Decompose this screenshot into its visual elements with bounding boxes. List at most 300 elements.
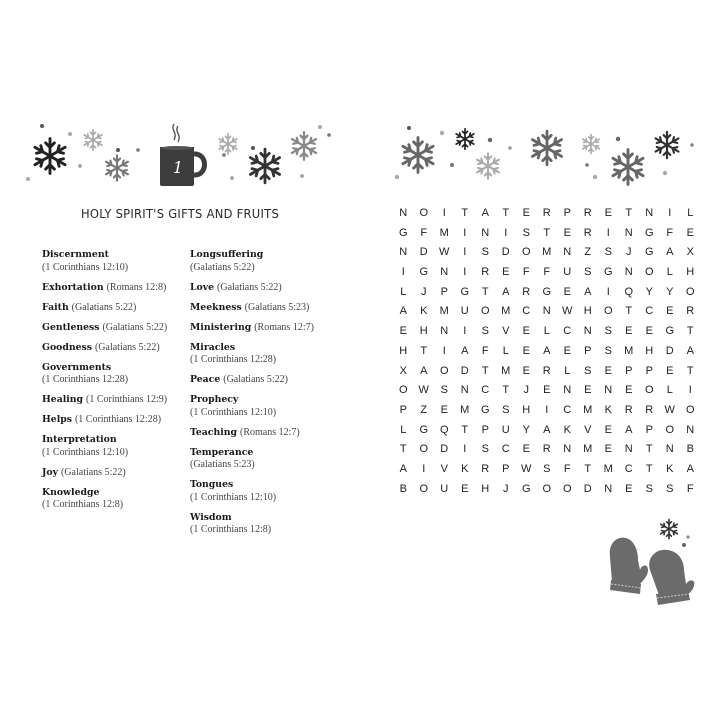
grid-letter[interactable]: C [624,462,633,475]
scripture-reference: (Galatians 5:22) [223,374,288,385]
grid-letter[interactable]: P [440,285,448,298]
grid-letter[interactable]: S [440,384,448,397]
grid-letter[interactable]: O [603,305,613,318]
grid-letter[interactable]: G [480,403,490,416]
grid-letter[interactable]: M [501,364,511,377]
grid-letter[interactable]: I [422,462,426,475]
grid-letter[interactable]: O [644,384,654,397]
grid-letter[interactable]: E [584,384,592,397]
grid-letter[interactable]: I [545,403,549,416]
word-label: Miracles [190,341,236,353]
snowflake-banner-right [390,115,710,195]
grid-letter[interactable]: J [503,482,509,495]
grid-letter[interactable]: E [604,207,612,219]
word-label: Gentleness [42,321,100,333]
grid-letter[interactable]: M [624,344,634,357]
grid-letter[interactable]: W [664,403,675,416]
grid-letter[interactable]: F [481,344,489,357]
grid-letter[interactable]: H [522,403,531,416]
scripture-reference: (1 Corinthians 12:10) [190,406,277,418]
word-label: Longsuffering [190,249,264,260]
word-list-item [42,467,192,480]
grid-letter[interactable]: N [604,482,613,495]
word-list-item [190,322,340,335]
scripture-reference: (1 Corinthians 12:9) [86,394,168,405]
word-label: Meekness [190,301,242,313]
grid-letter[interactable]: N [624,226,633,239]
grid-letter[interactable]: P [563,207,571,219]
grid-letter[interactable]: W [418,384,429,397]
grid-letter[interactable]: E [604,423,612,436]
grid-letter[interactable]: T [686,364,694,377]
scripture-reference: (Galatians 5:22) [60,466,126,478]
grid-letter[interactable]: G [644,226,654,239]
grid-letter[interactable]: G [419,266,429,279]
grid-letter[interactable]: X [399,364,407,377]
grid-letter[interactable]: N [563,384,572,397]
grid-letter[interactable]: E [666,364,674,377]
grid-letter[interactable]: N [665,443,674,456]
word-list-column-1 [42,249,192,519]
grid-letter[interactable]: P [399,403,407,416]
word-label: Prophecy [190,394,239,405]
grid-letter[interactable]: S [604,325,612,338]
grid-letter[interactable]: T [461,207,469,219]
grid-letter[interactable]: M [583,403,593,416]
word-label: Teaching [190,426,238,438]
grid-letter[interactable]: U [501,423,510,436]
word-list-item [42,249,192,274]
grid-letter[interactable]: N [399,207,408,219]
grid-letter[interactable]: K [604,403,612,416]
grid-letter[interactable]: O [644,266,654,279]
grid-letter[interactable]: E [522,443,530,456]
scripture-reference: (Galatians 5:23) [190,459,255,470]
scripture-reference: (1 Corinthians 12:8) [190,524,272,535]
grid-letter[interactable]: B [686,443,694,456]
word-list-item [42,487,192,512]
grid-letter[interactable]: H [419,325,428,338]
grid-letter[interactable]: A [461,344,469,357]
grid-letter[interactable]: Z [584,246,592,259]
grid-letter[interactable]: R [522,285,531,298]
grid-letter[interactable]: S [584,364,592,377]
grid-letter[interactable]: I [463,246,467,259]
grid-letter[interactable]: E [686,226,694,239]
grid-letter[interactable]: R [542,207,551,219]
grid-letter[interactable]: O [685,285,695,298]
grid-letter[interactable]: G [398,226,408,239]
grid-letter[interactable]: G [603,266,613,279]
scripture-reference: (1 Corinthians 12:28) [74,414,162,425]
grid-letter[interactable]: M [542,246,552,259]
grid-letter[interactable]: U [563,266,572,279]
grid-letter[interactable]: S [604,246,612,259]
word-label: Love [190,281,215,293]
word-list-item [190,302,340,315]
scripture-reference: (1 Corinthians 12:28) [42,374,129,385]
grid-letter[interactable]: R [481,462,490,475]
grid-letter[interactable]: P [625,364,633,377]
grid-letter[interactable]: E [502,266,510,279]
mug-number: 1 [172,158,184,177]
word-list-item [190,512,340,537]
grid-letter[interactable]: I [504,226,508,239]
word-label: Joy [42,466,59,478]
grid-letter[interactable]: L [666,384,673,397]
grid-letter[interactable]: F [522,266,530,279]
grid-letter[interactable]: T [502,207,510,219]
grid-letter[interactable]: O [419,482,429,495]
grid-letter[interactable]: N [583,325,592,338]
grid-letter[interactable]: T [686,325,694,338]
grid-letter[interactable]: F [666,226,674,239]
grid-letter[interactable]: W [439,246,450,259]
word-search-grid[interactable] [393,204,701,499]
word-list-item [42,282,192,295]
grid-letter[interactable]: E [563,344,571,357]
grid-letter[interactable]: A [625,423,633,436]
grid-letter[interactable]: A [666,246,674,259]
grid-letter[interactable]: V [502,325,510,338]
grid-letter[interactable]: L [400,423,407,436]
grid-letter[interactable]: H [481,482,490,495]
grid-letter[interactable]: D [419,246,428,259]
word-label: Tongues [190,479,234,490]
grid-letter[interactable]: V [584,423,592,436]
grid-letter[interactable]: G [460,285,470,298]
grid-letter[interactable]: G [419,423,429,436]
grid-letter[interactable]: L [564,364,571,377]
grid-letter[interactable]: F [563,462,571,475]
scripture-reference: (Galatians 5:22) [94,341,160,353]
grid-letter[interactable]: S [481,325,489,338]
grid-letter[interactable]: L [687,207,694,219]
page-title: HOLY SPIRIT'S GIFTS AND FRUITS [80,206,280,221]
scripture-reference: (1 Corinthians 12:10) [190,491,277,503]
grid-letter[interactable]: N [624,266,633,279]
grid-letter[interactable]: U [460,305,469,318]
scripture-reference: (Romans 12:8) [106,281,167,293]
coffee-mug-icon [156,120,212,190]
grid-letter[interactable]: S [522,226,530,239]
grid-letter[interactable]: K [420,305,428,318]
word-list-item [190,394,340,419]
grid-letter[interactable]: E [625,384,633,397]
word-list-item [190,479,340,504]
grid-letter[interactable]: K [461,462,469,475]
word-list-item [42,322,192,335]
grid-letter[interactable]: O [562,482,572,495]
word-label: Ministering [190,321,252,333]
word-list-item [190,282,340,295]
word-label: Helps [42,414,72,425]
grid-letter[interactable]: O [419,207,429,219]
grid-letter[interactable]: C [522,305,531,318]
word-list-item [42,342,192,355]
grid-letter[interactable]: N [563,246,572,259]
grid-letter[interactable]: R [624,403,633,416]
grid-letter[interactable]: H [583,305,592,318]
grid-letter[interactable]: K [666,462,674,475]
grid-letter[interactable]: Z [420,403,428,416]
grid-letter[interactable]: S [543,462,551,475]
word-list-item [42,302,192,315]
grid-letter[interactable]: N [481,226,490,239]
grid-letter[interactable]: P [645,364,653,377]
grid-letter[interactable]: I [463,266,467,279]
grid-letter[interactable]: E [604,364,612,377]
grid-letter[interactable]: C [563,325,572,338]
grid-letter[interactable]: O [480,305,490,318]
grid-letter[interactable]: I [606,285,610,298]
grid-letter[interactable]: I [606,226,610,239]
grid-letter[interactable]: S [604,344,612,357]
grid-letter[interactable]: P [481,423,489,436]
grid-letter[interactable]: W [562,305,573,318]
grid-letter[interactable]: S [645,482,653,495]
grid-letter[interactable]: N [686,423,695,436]
scripture-reference: (Galatians 5:23) [244,301,310,313]
grid-letter[interactable]: S [666,482,674,495]
grid-letter[interactable]: I [442,344,446,357]
grid-letter[interactable]: A [686,462,694,475]
word-list-item [42,394,192,407]
grid-letter[interactable]: Y [666,285,674,298]
grid-letter[interactable]: F [420,226,428,239]
grid-letter[interactable]: V [440,462,448,475]
grid-letter[interactable]: G [521,482,531,495]
grid-letter[interactable]: A [584,285,592,298]
grid-letter[interactable]: M [439,226,449,239]
grid-letter[interactable]: N [542,305,551,318]
grid-letter[interactable]: T [645,443,653,456]
grid-letter[interactable]: N [399,246,408,259]
grid-letter[interactable]: N [563,443,572,456]
grid-letter[interactable]: S [584,266,592,279]
grid-letter[interactable]: C [645,305,654,318]
grid-letter[interactable]: A [420,364,428,377]
grid-letter[interactable]: E [522,364,530,377]
grid-letter[interactable]: E [399,325,407,338]
grid-letter[interactable]: E [645,325,653,338]
grid-letter[interactable]: S [481,443,489,456]
grid-letter[interactable]: I [688,384,692,397]
grid-letter[interactable]: G [665,325,675,338]
grid-letter[interactable]: O [521,246,531,259]
grid-letter[interactable]: I [401,266,405,279]
word-label: Governments [42,361,112,373]
grid-letter[interactable]: C [501,443,510,456]
word-list-item [190,342,340,367]
grid-letter[interactable]: N [440,325,449,338]
grid-letter[interactable]: C [563,403,572,416]
grid-letter[interactable]: L [666,266,673,279]
grid-letter[interactable]: D [440,443,449,456]
grid-letter[interactable]: G [542,285,552,298]
grid-letter[interactable]: O [685,403,695,416]
word-list-item [42,434,192,459]
grid-letter[interactable]: D [501,246,510,259]
grid-letter[interactable]: E [604,443,612,456]
grid-letter[interactable]: M [583,443,593,456]
grid-letter[interactable]: M [603,462,613,475]
grid-letter[interactable]: A [399,462,407,475]
grid-letter[interactable]: D [665,344,674,357]
grid-letter[interactable]: E [625,482,633,495]
grid-letter[interactable]: E [543,384,551,397]
scripture-reference: (1 Corinthians 12:8) [42,499,124,510]
grid-letter[interactable]: O [439,364,449,377]
scripture-reference: (Galatians 5:22) [71,301,137,313]
grid-letter[interactable]: L [543,325,550,338]
grid-letter[interactable]: C [481,384,490,397]
grid-letter[interactable]: Y [645,285,653,298]
grid-letter[interactable]: J [421,285,427,298]
grid-letter[interactable]: Q [624,285,634,298]
grid-letter[interactable]: L [502,344,509,357]
grid-letter[interactable]: T [399,443,407,456]
word-list-item [190,447,340,472]
scripture-reference: (Romans 12:7) [239,426,300,438]
grid-letter[interactable]: A [399,305,407,318]
grid-letter[interactable]: A [481,207,489,219]
word-label: Goodness [42,341,92,353]
grid-letter[interactable]: E [563,226,571,239]
grid-letter[interactable]: R [583,207,592,219]
grid-letter[interactable]: X [686,246,694,259]
grid-letter[interactable]: L [400,285,407,298]
word-label: Peace [190,374,221,385]
grid-letter[interactable]: S [481,246,489,259]
grid-letter[interactable]: H [645,344,654,357]
grid-letter[interactable]: R [542,364,551,377]
grid-letter[interactable]: B [399,482,407,495]
grid-letter[interactable]: I [463,226,467,239]
grid-letter[interactable]: A [502,285,510,298]
grid-letter[interactable]: I [463,443,467,456]
grid-letter[interactable]: F [543,266,551,279]
grid-letter[interactable]: J [626,246,632,259]
word-label: Interpretation [42,434,117,445]
grid-letter[interactable]: T [645,462,653,475]
word-list-item [42,414,192,427]
grid-letter[interactable]: M [439,305,449,318]
grid-letter[interactable]: O [419,443,429,456]
grid-letter[interactable]: E [440,403,448,416]
grid-letter[interactable]: A [543,344,551,357]
right-page [360,0,720,720]
grid-letter[interactable]: R [583,226,592,239]
grid-letter[interactable]: H [399,344,408,357]
word-label: Wisdom [190,511,232,523]
grid-letter[interactable]: E [522,325,530,338]
mittens-icon [600,512,700,608]
grid-letter[interactable]: N [440,266,449,279]
grid-letter[interactable]: M [501,305,511,318]
word-list-item [190,374,340,387]
scripture-reference: (1 Corinthians 12:10) [42,446,129,458]
grid-letter[interactable]: R [481,266,490,279]
grid-letter[interactable]: N [624,443,633,456]
grid-letter[interactable]: N [645,207,654,219]
grid-letter[interactable]: S [502,403,510,416]
word-list-item [190,249,340,274]
grid-letter[interactable]: T [461,423,469,436]
grid-letter[interactable]: G [644,246,654,259]
grid-letter[interactable]: E [563,285,571,298]
grid-letter[interactable]: I [442,207,446,219]
grid-letter[interactable]: M [460,403,470,416]
grid-letter[interactable]: A [686,344,694,357]
grid-letter[interactable]: D [583,482,592,495]
word-list-item [42,362,192,387]
grid-letter[interactable]: T [481,285,489,298]
grid-letter[interactable]: E [522,344,530,357]
word-label: Knowledge [42,486,100,498]
grid-letter[interactable]: T [584,462,592,475]
grid-letter[interactable]: T [420,344,428,357]
word-label: Exhortation [42,281,104,293]
grid-letter[interactable]: T [543,226,551,239]
grid-letter[interactable]: W [521,462,532,475]
grid-letter[interactable]: E [461,482,469,495]
scripture-reference: (Romans 12:7) [254,321,314,333]
scripture-reference: (Galatians 5:22) [217,281,282,293]
grid-letter[interactable]: N [460,384,469,397]
grid-letter[interactable]: J [523,384,529,397]
grid-letter[interactable]: D [460,364,469,377]
grid-letter[interactable]: T [481,364,489,377]
grid-letter[interactable]: T [625,207,633,219]
grid-letter[interactable]: P [502,462,510,475]
grid-letter[interactable]: R [542,443,551,456]
word-label: Healing [42,394,84,405]
grid-letter[interactable]: R [645,403,654,416]
grid-letter[interactable]: E [666,305,674,318]
word-label: Faith [42,301,69,313]
scripture-reference: (1 Corinthians 12:10) [42,261,129,273]
grid-letter[interactable]: O [665,423,675,436]
grid-letter[interactable]: F [686,482,694,495]
word-list-column-2 [190,249,340,544]
grid-letter[interactable]: P [584,344,592,357]
grid-letter[interactable]: T [625,305,633,318]
grid-letter[interactable]: H [686,266,695,279]
grid-letter[interactable]: K [563,423,571,436]
grid-letter[interactable]: R [686,305,695,318]
grid-letter[interactable]: U [440,482,449,495]
scripture-reference: (Galatians 5:22) [102,321,168,333]
scripture-reference: (1 Corinthians 12:28) [190,354,277,365]
grid-letter[interactable]: E [522,207,530,219]
grid-letter[interactable]: Q [439,423,449,436]
grid-letter[interactable]: E [625,325,633,338]
grid-letter[interactable]: P [645,423,653,436]
grid-letter[interactable]: I [668,207,672,219]
grid-letter[interactable]: Y [522,423,530,436]
grid-letter[interactable]: O [542,482,552,495]
grid-letter[interactable]: T [502,384,510,397]
word-list-item [190,427,340,440]
word-label: Discernment [42,249,109,260]
grid-letter[interactable]: N [604,384,613,397]
word-label: Temperance [190,446,254,458]
grid-letter[interactable]: O [398,384,408,397]
grid-letter[interactable]: A [543,423,551,436]
grid-letter[interactable]: I [463,325,467,338]
scripture-reference: (Galatians 5:22) [190,261,255,273]
